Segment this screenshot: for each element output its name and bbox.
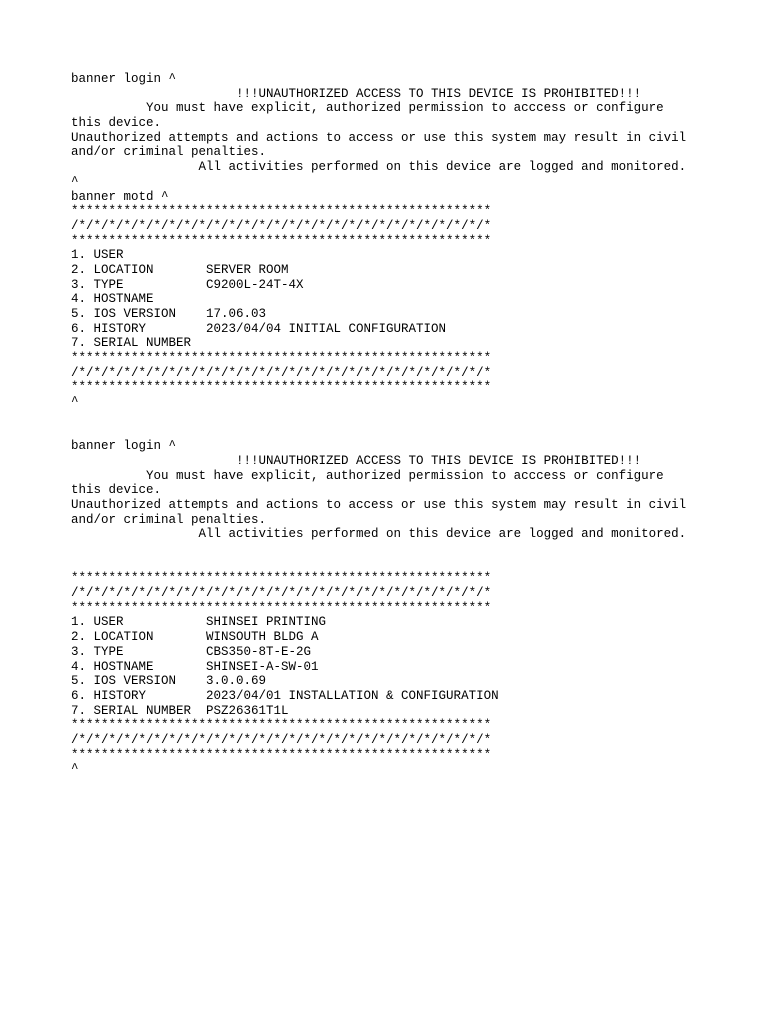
banner-delimiter: ^: [71, 174, 79, 189]
warning-text-2: All activities performed on this device are logged and monitored.: [71, 527, 687, 542]
field-user-2: 1. USER SHINSEI PRINTING: [71, 615, 327, 630]
field-location-2: 2. LOCATION WINSOUTH BLDG A: [71, 630, 319, 645]
warning-text-1: All activities performed on this device are logged and monitored.: [71, 160, 687, 175]
blank-line: [71, 557, 731, 572]
field-hostname-2: 4. HOSTNAME SHINSEI-A-SW-01: [71, 659, 319, 674]
field-hostname-1: 4. HOSTNAME: [71, 292, 154, 307]
field-history-1: 6. HISTORY 2023/04/04 INITIAL CONFIGURATION: [71, 321, 447, 336]
separator-line: ********************************************************: [71, 233, 492, 248]
field-ios-version-1: 5. IOS VERSION 17.06.03: [71, 307, 267, 321]
separator-line: ********************************************************: [71, 571, 492, 586]
separator-line: ********************************************************: [71, 718, 492, 733]
field-serial-number-2: 7. SERIAL NUMBER PSZ26361T1L: [71, 703, 289, 718]
warning-text-2: Unauthorized attempts and actions to access or use this system may result in civil: [71, 497, 687, 512]
blank-line: [71, 542, 731, 557]
warning-text-2: this device.: [71, 483, 162, 498]
field-type-1: 3. TYPE C9200L-24T-4X: [71, 277, 304, 292]
warning-text-1: and/or criminal penalties.: [71, 145, 267, 160]
field-ios-version-2: 5. IOS VERSION 3.0.0.69: [71, 674, 267, 689]
warning-heading-1: !!!UNAUTHORIZED ACCESS TO THIS DEVICE IS PROHIBITED!!!: [71, 86, 642, 101]
blank-line: [71, 410, 731, 425]
separator-line: /*/*/*/*/*/*/*/*/*/*/*/*/*/*/*/*/*/*/*/*/*/*/*/*/*/*/*/*: [71, 218, 492, 233]
banner-login-start-1: banner login ^: [71, 72, 177, 86]
separator-line: ********************************************************: [71, 204, 492, 219]
banner-login-start-2: banner login ^: [71, 439, 177, 454]
warning-text-1: this device.: [71, 116, 162, 131]
separator-line: ********************************************************: [71, 351, 492, 366]
separator-line: /*/*/*/*/*/*/*/*/*/*/*/*/*/*/*/*/*/*/*/*/*/*/*/*/*/*/*/*: [71, 365, 492, 380]
separator-line: /*/*/*/*/*/*/*/*/*/*/*/*/*/*/*/*/*/*/*/*/*/*/*/*/*/*/*/*: [71, 586, 492, 601]
field-user-1: 1. USER: [71, 248, 124, 263]
warning-heading-2: !!!UNAUTHORIZED ACCESS TO THIS DEVICE IS PROHIBITED!!!: [71, 453, 642, 468]
warning-text-1: Unauthorized attempts and actions to access or use this system may result in civil: [71, 130, 687, 145]
separator-line: /*/*/*/*/*/*/*/*/*/*/*/*/*/*/*/*/*/*/*/*/*/*/*/*/*/*/*/*: [71, 732, 492, 747]
warning-text-2: and/or criminal penalties.: [71, 512, 267, 527]
field-type-2: 3. TYPE CBS350-8T-E-2G: [71, 644, 312, 659]
banner-delimiter: ^: [71, 762, 79, 777]
warning-text-1: You must have explicit, authorized permission to acccess or configure: [71, 101, 664, 116]
separator-line: ********************************************************: [71, 600, 492, 615]
blank-line: [71, 425, 731, 440]
separator-line: ********************************************************: [71, 747, 492, 762]
field-location-1: 2. LOCATION SERVER ROOM: [71, 262, 289, 277]
warning-text-2: You must have explicit, authorized permission to acccess or configure: [71, 468, 664, 483]
field-history-2: 6. HISTORY 2023/04/01 INSTALLATION & CONFIGURATION: [71, 688, 499, 703]
field-serial-number-1: 7. SERIAL NUMBER: [71, 336, 192, 351]
config-document: [71, 72, 731, 777]
banner-motd-start-1: banner motd ^: [71, 189, 169, 204]
separator-line: ********************************************************: [71, 380, 492, 395]
banner-delimiter: ^: [71, 395, 79, 410]
